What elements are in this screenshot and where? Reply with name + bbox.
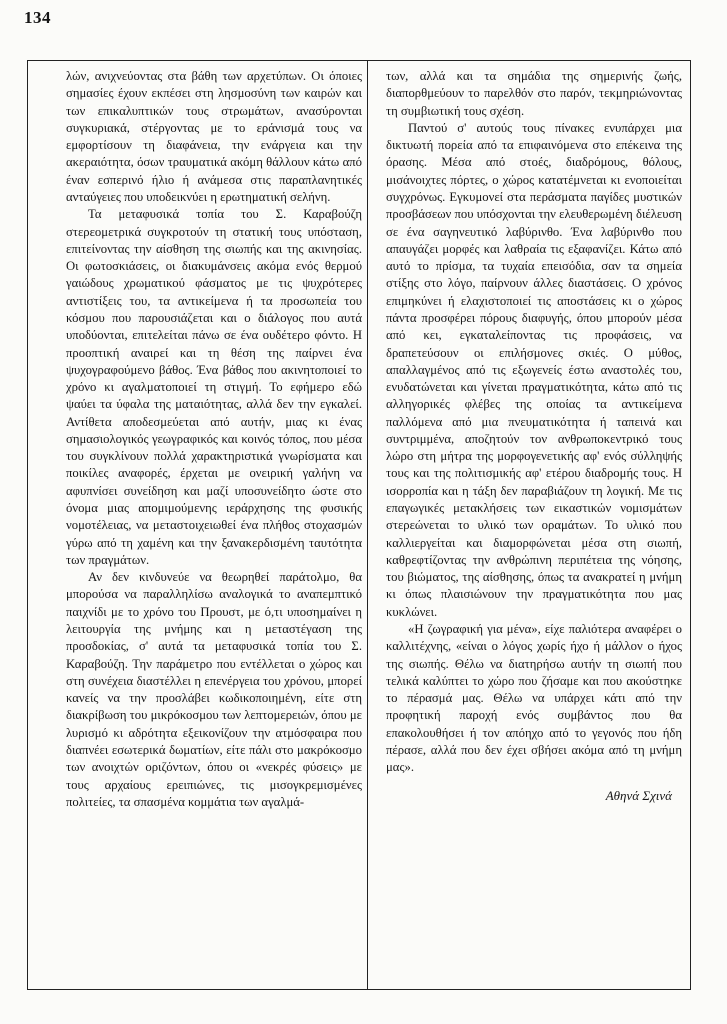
right-paragraph-1: των, αλλά και τα σημάδια της σημερινής ζωής, διαπορθμεύουν το παρελθόν στο παρόν, τεκμηριώνοντας τη συμβιωτική τους σχέση.	[386, 69, 682, 118]
right-paragraph-3: «Η ζωγραφική για μένα», είχε παλιότερα αναφέρει ο καλλιτέχνης, «είναι ο λόγος χωρίς ήχο ή μάλλον ο ήχος της σιωπής. Θέλω να διατηρήσω αυτήν τη σιωπή που τελικά καλύπτει το χώρο που ζήσαμε και που ακούστηκε το πέρασμά μας. Θέλω να υπάρχει κάτι από την προφητική παροχή ενός συμβάντος που θα επακολουθήσει ή τον απόηχο από το γεγονός που ήδη πέρασε, αλλά που δεν έχει σβήσει ακόμα από τη μνήμη μας».	[386, 622, 682, 775]
left-paragraph-2: Τα μεταφυσικά τοπία του Σ. Καραβούζη στερεομετρικά συγκροτούν τη στατική τους υπόσταση, επιτείνοντας την αίσθηση της σιωπής και της ακινησίας. Οι φωτοσκιάσεις, οι διακυμάνσεις ακόμα ενός θερμού γαιώδους χρωματικού φάσματος με τις ψυχρότερες αντιστίξεις του, τα αντικείμενα ή τα προσωπεία του κόσμου που παρουσιάζεται και ο διάλογος που αυτά υποδύονται, επιτελείται πάνω σε ένα ουδέτερο φόντο. Η προοπτική αναιρεί και τη θέση της παίρνει ένα ψυχογραφούμενο βάθος. Ένα βάθος που ακινητοποιεί το χρόνο κι αγαλματοποιεί τη στιγμή. Το εφήμερο εδώ ψαύει τα ύφαλα της ματαιότητας, αλλά δεν την εγκαλεί. Αντίθετα αποδεσμεύεται από αυτήν, μιας κι ένας σημασιολογικός γεωγραφικός και κοινός τόπος, που μέσα του συγκλίνουν πολλά χαρακτηριστικά γνωρίσματα και ποικίλες αναφορές, έρχεται με ονειρική γαλήνη να αφυπνίσει συνείδηση και μαζί υποσυνείδητο ώστε στο όνομα μιας απομιμούμενης ιεράρχησης της φυσικής νομοτέλειας, να μεταστοιχειωθεί ένα πλήθος στοχασμών γύρω από τη χαμένη και την ξανακερδισμένη ταυτότητα των πραγμάτων.	[66, 207, 362, 567]
left-column	[66, 68, 362, 811]
left-paragraph-3: Αν δεν κινδυνεύε να θεωρηθεί παράτολμο, θα μπορούσα να παραλληλίσω αναλογικά το αναπεμπτικό παιχνίδι με το χρόνο του Προυστ, με ό,τι υποσημαίνει η λειτουργία της μνήμης και η μεταστέγαση της προσδοκίας, σ' αυτά τα μεταφυσικά τοπία του Σ. Καραβούζη. Την παράμετρο που εντέλλεται ο χώρος και στη συνέχεια διαστέλλει η επενέργεια του χρόνου, μπορεί κανείς να την προσλάβει κωδικοποιημένη, είτε στη διακρίβωση του μικρόκοσμου των λεπτομερειών, όπου με λυρισμό κι αδρότητα εξεικονίζουν την ατμόσφαιρα που διαπνέει εσωτερικά δωματίων, είτε πάλι στο μακρόκοσμο των ανοιχτών οριζόντων, όπου οι «νεκρές φύσεις» με τους αρχαίους ερειπιώνες, τις μισογκρεμισμένες πολιτείες, τα σπασμένα κομμάτια των αγαλμά-	[66, 570, 362, 809]
column-divider	[367, 60, 368, 990]
right-paragraph-2: Παντού σ' αυτούς τους πίνακες ενυπάρχει μια δικτυωτή πορεία από τα επιφαινόμενα στο επέκεινα της όρασης. Μέσα από στοές, διαδρόμους, θόλους, μισάνοιχτες πόρτες, ο χώρος κατατέμνεται κι ενοποιείται συγχρόνως. Εγκυμονεί στα περάσματα παγίδες μυστικών προσβάσεων που υπόσχονται την ελευθερωμένη διέλευση σε ένα σαγηνευτικό λαβύρινθο. Ένα λαβύρινθο που απαυγάζει μορφές και λαθραία τις εξαφανίζει. Κάτω από αυτό το πρίσμα, τα τυχαία επεισόδια, σαν τα σημεία στίξης στο λόγο, παίρνουν άλλες διαστάσεις. Ο χρόνος επιμηκύνει ή ελαχιστοποιεί τις αποστάσεις κι ο χώρος πάντα προσφέρει πόρους διαφυγής, όπου μπορούν μέσα από κει, εγκαταλείποντας τις προφάσεις, να δραπετεύσουν οι επιλήσμονες σκιές. Ο μύθος, απαλλαγμένος από τις εξωγενείς έστω αναστολές του, ενυδατώνεται και γίνεται πραγματικότητα, κάτω από τις αλληγορικές φλέβες της οποίας τα αντικείμενα παλλόμενα από μια πνευματικότητα ή ταπεινά και συντριμμένα, αποζητούν τον ανθρωποκεντρικό τους λώρο στη μήτρα της μορφογενετικής αφ' ενός σύλληψής τους και της πολιτισμικής αφ' ετέρου διαδρομής τους. Η ισορροπία και η τάξη δεν παραβιάζουν τη λογική. Με τις επαγωγικές μετακλήσεις των εικαστικών νομισμάτων στερεώνεται το υλικό των οραμάτων. Το υλικό που καλλιεργείται και διαμορφώνεται μέσα στη σιωπή, καθρεφτίζοντας την ανθρώπινη περιπέτεια της νόησης, του βιώματος, της αίσθησης, όπως τα ανακρατεί η μνήμη κι όπως πλαισιώνουν την πραγματικότητα που μας κυκλώνει.	[386, 120, 682, 619]
author-signature: Αθηνά Σχινά	[605, 787, 672, 803]
right-column	[386, 68, 682, 804]
left-paragraph-1: λών, ανιχνεύοντας στα βάθη των αρχετύπων. Οι όποιες σημασίες έχουν εκπέσει στη λησμοσύνη των καιρών και των επικαλυπτικών τους στρωμάτων, ανασύρονται συγκυριακά, στέργοντας με το εράνισμά τους να εμφορτίσουν τη διαφάνεια, την ενάργεια και την ακεραιότητα, όσων τραυματικά ακόμη θάλλουν κάτω από έναν εσπερινό ήλιο ή ανάμεσα στις παραπλανητικές ανταύγειες που υποδεικνύει η ερωτηματική σελήνη.	[66, 69, 362, 204]
page-number: 134	[24, 8, 51, 27]
